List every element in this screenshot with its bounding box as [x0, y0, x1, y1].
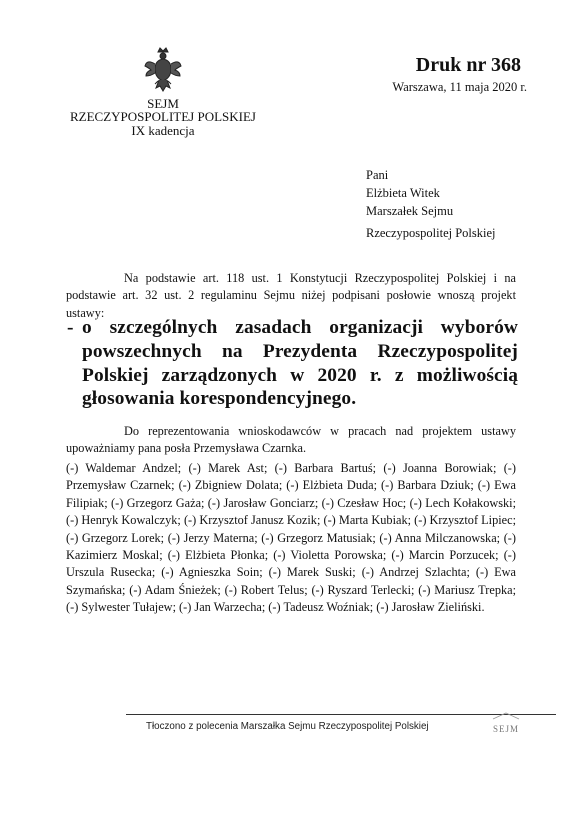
intro-paragraph: Na podstawie art. 118 ust. 1 Konstytucji Rzeczypospolitej Polskiej i na podstawie art. 32 ust. 2 regulaminu Sejmu niżej podpisani posłowie wnoszą projekt ustawy: [66, 271, 516, 320]
addressee-salutation: Pani [366, 168, 389, 182]
logo-text: SEJM [492, 724, 520, 734]
representation-paragraph: Do reprezentowania wnioskodawców w pracach nad projektem ustawy upoważniamy pana posła Przemysława Czarnka. [66, 424, 516, 456]
print-number: Druk nr 368 [415, 54, 521, 76]
title-dash: - [67, 317, 74, 338]
org-country: RZECZYPOSPOLITEJ POLSKIEJ [70, 109, 256, 124]
addressee-institution: Rzeczypospolitej Polskiej [366, 226, 496, 240]
addressee-title: Marszałek Sejmu [366, 204, 454, 218]
org-name: SEJM [147, 96, 179, 111]
footer-text: Tłoczono z polecenia Marszałka Sejmu Rzeczypospolitej Polskiej [146, 721, 429, 732]
sejm-logo-icon [490, 712, 522, 738]
polish-eagle-emblem-icon [143, 46, 183, 94]
signers-list: (-) Waldemar Andzel; (-) Marek Ast; (-) Barbara Bartuś; (-) Joanna Borowiak; (-) Przemysław Czarnek; (-) Zbigniew Dolata; (-) Elżbieta Duda; (-) Barbara Dziuk; (-) Ewa Filipiak; (-) Grzegorz Gaża; (-) Jarosław Gonciarz; (-) Czesław Hoc; (-) Lech Kołakowski; (-) Henryk Kowalczyk; (-) Krzysztof Janusz Kozik; (-) Marta Kubiak; (-) Krzysztof Lipiec; (-) Grzegorz Lorek; (-) Jerzy Materna; (-) Grzegorz Matusiak; (-) Anna Milczanowska; (-) Kazimierz Moskal; (-) Elżbieta Płonka; (-) Violetta Porowska; (-) Marcin Porzucek; (-) Urszula Rusecka; (-) Agnieszka Soin; (-) Marek Suski; (-) Andrzej Szlachta; (-) Ewa Szymańska; (-) Adam Śnieżek; (-) Robert Telus; (-) Ryszard Terlecki; (-) Mariusz Trepka; (-) Sylwester Tułajew; (-) Jan Warzecha; (-) Tadeusz Woźniak; (-) Jarosław Zieliński. [66, 461, 516, 615]
term-label: IX kadencja [131, 123, 195, 138]
addressee-name: Elżbieta Witek [366, 186, 440, 200]
bill-title [67, 316, 518, 411]
bill-title-text: o szczególnych zasadach organizacji wyborów powszechnych na Prezydenta Rzeczypospolitej Polskiej zarządzonych w 2020 r. z możliwością głosowania korespondencyjnego. [82, 317, 518, 410]
document-date: Warszawa, 11 maja 2020 r. [392, 80, 527, 94]
